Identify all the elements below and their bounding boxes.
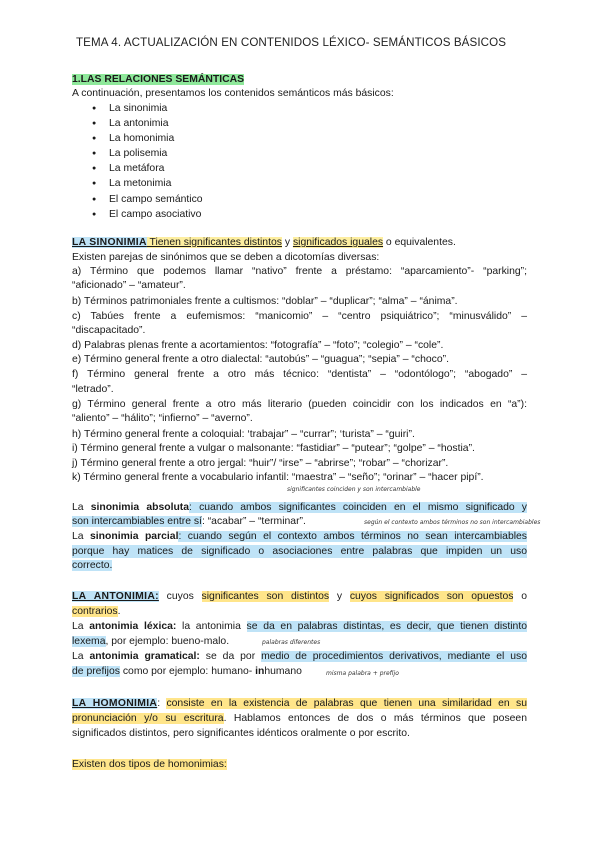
text-fragment: La [72, 502, 91, 513]
handwritten-note: según el contexto ambos términos no son intercambiables [364, 519, 541, 526]
sinonimia-line: j) Término general frente a otro jergal: “huir”/ “irse” – “abrirse”; “robar” – “chorizar”. [72, 458, 449, 469]
section-heading-relaciones [72, 73, 244, 86]
sinonimia-line: k) Término general frente a vocabulario infantil: “maestra” – “seño”; “orinar” – “hacer pipí”. [72, 472, 484, 483]
list-item: ● El campo asociativo [92, 207, 203, 222]
text-fragment: La [72, 621, 90, 632]
sinonimia-line: “aficionado” – “amateur”. [72, 280, 186, 291]
sinonimia-def-c: significados iguales [292, 237, 384, 248]
list-item: ● La polisemia [92, 146, 203, 161]
sinonimia-parcial-line-2: porque hay matices de significado o asociaciones entre palabras que impiden un uso [72, 546, 527, 557]
sinonimia-parcial-line [72, 530, 527, 543]
text-fragment: son intercambiables entre sí [72, 516, 202, 527]
sinonimia-line: d) Palabras plenas frente a acortamientos: “fotografía” – “foto”; “colegio” – “cole”. [72, 340, 444, 351]
sinonimia-line: Existen parejas de sinónimos que se deben a dicotomías diversas: [72, 252, 380, 263]
antonimia-heading: LA ANTONIMIA: [72, 591, 159, 602]
list-item: ● La antonimia [92, 116, 203, 131]
text-fragment: . Hablamos entonces de dos o más términos que poseen [223, 713, 527, 724]
text-fragment: : cuando según el contexto ambos términos no sean intercambiables [178, 531, 528, 542]
text-fragment: consiste en la existencia de palabras que tienen una similaridad en su [166, 698, 527, 709]
homonimia-types [72, 758, 227, 771]
handwritten-note: misma palabra + prefijo [326, 670, 399, 677]
sinonimia-line: “discapacitado”. [72, 325, 146, 336]
list-item: ● La metáfora [92, 161, 203, 176]
text-fragment: cuyos [158, 591, 202, 602]
sinonimia-line: c) Tabúes frente a eufemismos: “manicomio” – “centro psiquiátrico”; “minusválido” – [72, 311, 527, 322]
sinonimia-line: “letrado”. [72, 384, 114, 395]
handwritten-note: significantes coinciden y son intercambiable [287, 486, 421, 493]
sinonimia-line: e) Término general frente a otro dialectal: “autobús” – “guagua”; “sepia” – “choco”. [72, 354, 449, 365]
antonimia-definition [72, 590, 527, 603]
list-item: ● El campo semántico [92, 192, 203, 207]
list-item: ● La homonimia [92, 131, 203, 146]
text-fragment: pronunciación y/o su escritura [72, 713, 224, 724]
sinonimia-line: i) Término general frente a vulgar o malsonante: “fastidiar” – “putear”; “golpe” – “hostia”. [72, 443, 475, 454]
text-fragment: cuyos significados son opuestos [349, 591, 514, 602]
text-fragment: la antonimia [176, 621, 247, 632]
antonimia-gramatical-label: antonimia gramatical: [89, 651, 200, 662]
sinonimia-line: “aliento” – “hálito”; “infierno” – “averno”. [72, 413, 253, 424]
text-fragment: medio de procedimientos derivativos, mediante el uso [261, 651, 527, 662]
section-heading-text: 1.LAS RELACIONES SEMÁNTICAS [72, 74, 245, 85]
sinonimia-absoluta-line [72, 501, 527, 514]
text-fragment: : [157, 698, 167, 709]
handwritten-note: palabras diferentes [262, 639, 321, 646]
text-fragment: significantes son distintos [201, 591, 330, 602]
sinonimia-absoluta-label: sinonimia absoluta [90, 502, 190, 513]
text-fragment: como por ejemplo: humano- [119, 666, 256, 677]
homonimia-heading: LA HOMONIMIA [72, 698, 158, 709]
text-fragment: La [72, 651, 90, 662]
text-fragment: , por ejemplo: bueno-malo. [105, 636, 230, 647]
text-fragment: se da en palabras distintas [246, 621, 382, 632]
text-fragment: : cuando ambos significantes coinciden en el mismo significado y [189, 502, 527, 513]
text-fragment: se da por [199, 651, 262, 662]
text-fragment: La [72, 531, 91, 542]
homonimia-line-3: significados distintos, pero significantes idénticos oralmente o por escrito. [72, 728, 410, 739]
antonimia-gramatical-line-2 [72, 665, 302, 678]
text-fragment: . [117, 606, 121, 617]
text-fragment: y [329, 591, 350, 602]
text-fragment: , es decir, que tienen distinto [381, 621, 528, 632]
sinonimia-line: h) Término general frente a coloquial: ‘trabajar” – “currar”; ‘turista” – “guiri”. [72, 429, 415, 440]
text-fragment: lexema [72, 636, 106, 647]
list-item: ● La sinonimia [92, 101, 203, 116]
antonimia-lexica-label: antonimia léxica: [89, 621, 177, 632]
sinonimia-line: b) Términos patrimoniales frente a cultismos: “doblar” – “duplicar”; “alma” – “ánima”. [72, 296, 458, 307]
page-title: TEMA 4. ACTUALIZACIÓN EN CONTENIDOS LÉXICO- SEMÁNTICOS BÁSICOS [76, 36, 507, 49]
sinonimia-definition [72, 236, 456, 249]
list-item: ● La metonimia [92, 176, 203, 191]
sinonimia-def-a: Tienen significantes distintos [146, 237, 282, 248]
text-fragment: correcto. [72, 560, 113, 571]
text-fragment: de prefijos [72, 666, 120, 677]
sinonimia-line: f) Término general frente a otro más técnico: “dentista” – “odontólogo”; “abogado” – [72, 369, 527, 380]
sinonimia-absoluta-line-2 [72, 515, 306, 528]
text-fragment: Existen dos tipos de homonimias: [72, 759, 227, 770]
homonimia-definition [72, 697, 527, 710]
antonimia-definition-2 [72, 605, 121, 618]
text-fragment: in [255, 666, 265, 677]
section-intro: A continuación, presentamos los contenidos semánticos más básicos: [72, 88, 394, 99]
sinonimia-line: a) Término que podemos llamar “nativo” frente a préstamo: “aparcamiento”- “parking”; [72, 266, 527, 277]
sinonimia-heading: LA SINONIMIA [72, 237, 147, 248]
text-fragment: humano [264, 666, 302, 677]
contents-list [92, 101, 203, 222]
text-fragment: contrarios [72, 606, 118, 617]
sinonimia-def-b: y [281, 237, 293, 248]
sinonimia-line: g) Término general frente a otro más literario (pueden coincidir con los indicados en “a”): [72, 399, 527, 410]
sinonimia-parcial-label: sinonimia parcial [90, 531, 179, 542]
text-fragment: o [513, 591, 527, 602]
sinonimia-def-d: o equivalentes. [383, 237, 456, 248]
antonimia-lexica-line-2 [72, 635, 229, 648]
sinonimia-parcial-line-3 [72, 559, 112, 572]
antonimia-gramatical-line [72, 650, 527, 663]
text-fragment: : “acabar” – “terminar”. [201, 516, 306, 527]
antonimia-lexica-line [72, 620, 527, 633]
homonimia-line-2 [72, 712, 527, 725]
